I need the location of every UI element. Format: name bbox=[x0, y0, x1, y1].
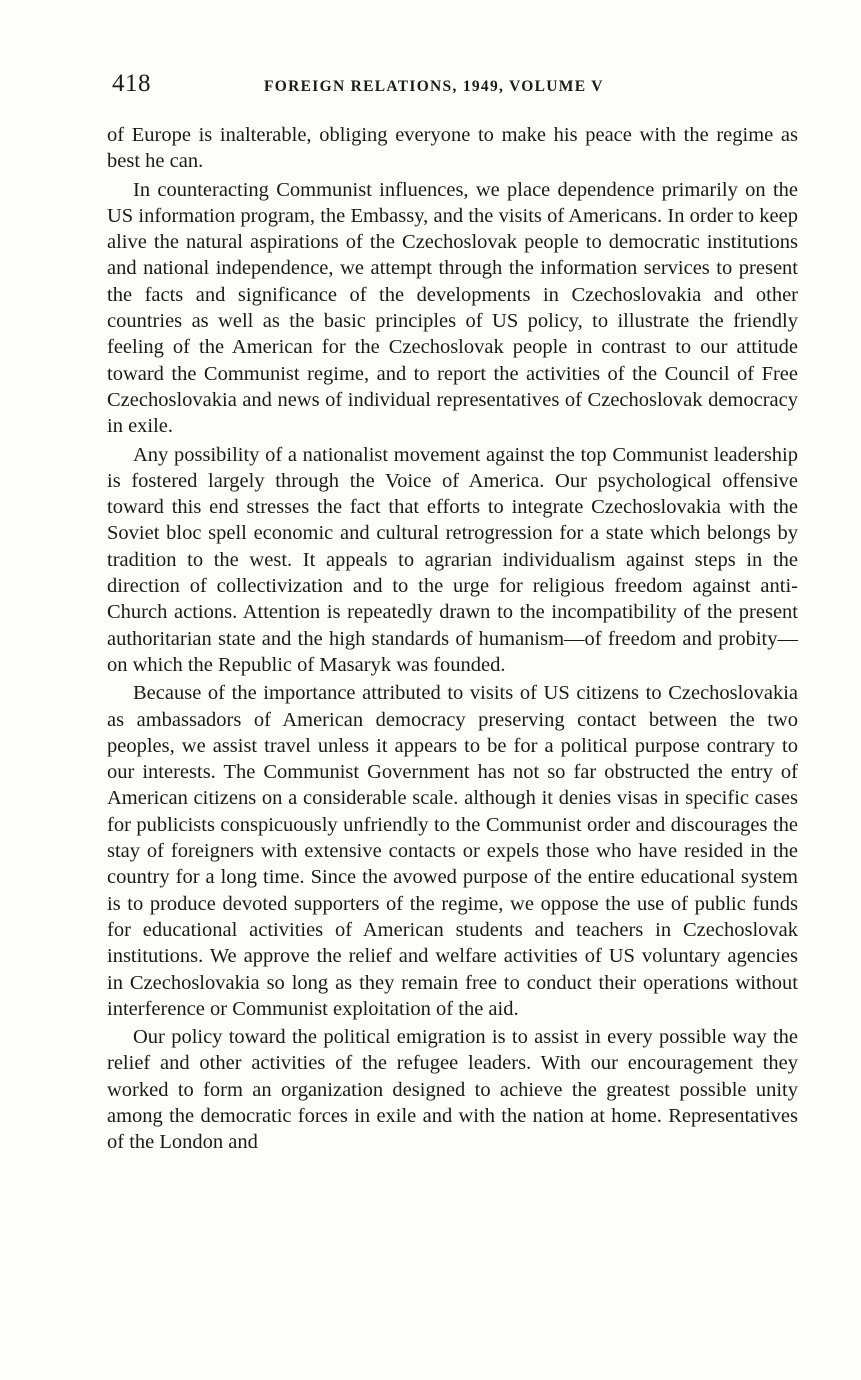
page-header bbox=[112, 70, 802, 104]
paragraph-continued: of Europe is inalterable, obliging everyone to make his peace with the regime as best he can. bbox=[107, 124, 798, 173]
body-text bbox=[107, 122, 798, 1158]
paragraph-nationalist-movement: Any possibility of a nationalist movement against the top Communist leadership is fostered largely through the Voice of America. Our psychological offensive toward this end stresses the fact that efforts to integrate Czechoslovakia with the Soviet bloc spell economic and cultural retrogression for a state which belongs by tradition to the west. It appeals to agrarian individualism against steps in the direction of collectivization and to the urge for religious freedom against anti-Church actions. Attention is repeatedly drawn to the incompatibility of the present authoritarian state and the high standards of humanism—of freedom and probity—on which the Republic of Masaryk was founded. bbox=[107, 443, 798, 676]
paragraph-political-emigration: Our policy toward the political emigration is to assist in every possible way the relief and other activities of the refugee leaders. With our encouragement they worked to form an organization designed to achieve the greatest possible unity among the democratic forces in exile and with the nation at home. Representatives of the London and bbox=[107, 1026, 798, 1154]
running-head: FOREIGN RELATIONS, 1949, VOLUME V bbox=[264, 78, 604, 95]
paragraph-counteracting-influences: In counteracting Communist influences, we place dependence primarily on the US information program, the Embassy, and the visits of Americans. In order to keep alive the natural aspirations of the Czechoslovak people to democratic institutions and national independence, we attempt through the information services to present the facts and significance of the developments in Czechoslovakia and other countries as well as the basic principles of US policy, to illustrate the friendly feeling of the American for the Czechoslovak people in contrast to our attitude toward the Communist regime, and to report the activities of the Council of Free Czechoslovakia and news of individual representatives of Czechoslovak democracy in exile. bbox=[107, 178, 798, 438]
paragraph-us-citizen-visits: Because of the importance attributed to visits of US citizens to Czechoslovakia as ambassadors of American democracy preserving contact between the two peoples, we assist travel unless it appears to be for a political purpose contrary to our interests. The Communist Government has not so far obstructed the entry of American citizens on a considerable scale. although it denies visas in specific cases for publicists conspicuously unfriendly to the Communist order and discourages the stay of foreigners with extensive contacts or expels those who have resided in the country for a long time. Since the avowed purpose of the entire educational system is to produce devoted supporters of the regime, we oppose the use of public funds for educational activities of American students and teachers in Czechoslovak institutions. We approve the relief and welfare activities of US voluntary agencies in Czechoslovakia so long as they remain free to conduct their operations without interference or Communist exploitation of the aid. bbox=[107, 682, 798, 1020]
page-number: 418 bbox=[112, 70, 151, 97]
